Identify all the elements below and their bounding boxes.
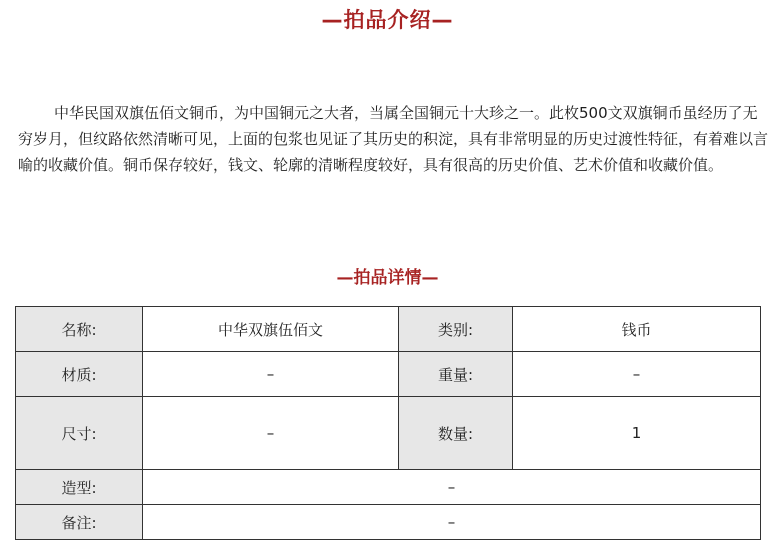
quantity-value: 1 <box>513 397 761 470</box>
table-row <box>16 397 761 470</box>
category-label: 类别: <box>399 307 513 352</box>
intro-paragraph: 中华民国双旗伍佰文铜币，为中国铜元之大者，当属全国铜元十大珍之一。此枚500文双旗铜币虽经历了无穷岁月，但纹路依然清晰可见，上面的包浆也见证了其历史的积淀，具有非常明显的历史过渡性特征，有着难以言喻的收藏价值。铜币保存较好，钱文、轮廓的清晰程度较好，具有很高的历史价值、艺术价值和收藏价值。 <box>18 104 769 174</box>
shape-value: – <box>143 470 761 505</box>
shape-label: 造型: <box>16 470 143 505</box>
weight-label: 重量: <box>399 352 513 397</box>
size-value: – <box>143 397 399 470</box>
name-label: 名称: <box>16 307 143 352</box>
table-row <box>16 307 761 352</box>
name-value: 中华双旗伍佰文 <box>143 307 399 352</box>
table-row <box>16 505 761 540</box>
detail-table <box>15 306 761 540</box>
table-row <box>16 470 761 505</box>
intro-title: —拍品介绍— <box>321 8 454 32</box>
remark-value: – <box>143 505 761 540</box>
detail-title: —拍品详情— <box>336 268 439 288</box>
material-value: – <box>143 352 399 397</box>
category-value: 钱币 <box>513 307 761 352</box>
size-label: 尺寸: <box>16 397 143 470</box>
material-label: 材质: <box>16 352 143 397</box>
table-row <box>16 352 761 397</box>
weight-value: – <box>513 352 761 397</box>
quantity-label: 数量: <box>399 397 513 470</box>
remark-label: 备注: <box>16 505 143 540</box>
